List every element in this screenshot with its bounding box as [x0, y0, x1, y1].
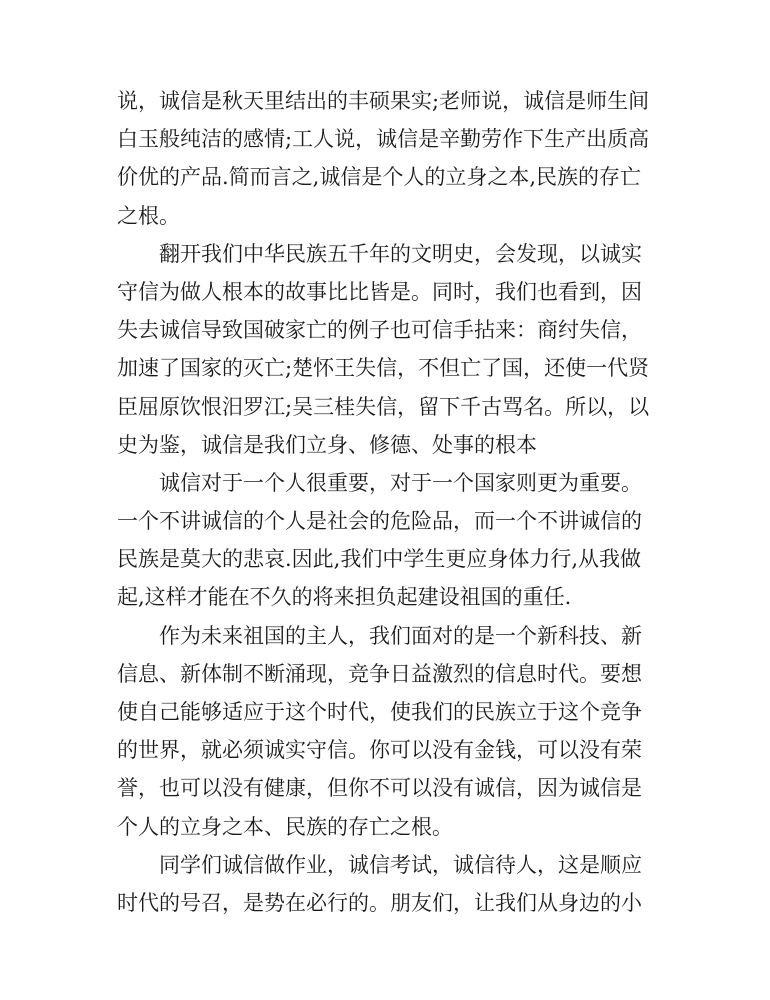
text-line: 起,这样才能在不久的将来担负起建设祖国的重任.: [117, 585, 572, 610]
text-line: 臣屈原饮恨汨罗江;吴三桂失信，留下千古骂名。所以，以: [117, 394, 650, 419]
text-line: 时代的号召，是势在必行的。朋友们，让我们从身边的小: [117, 890, 642, 915]
text-line: 白玉般纯洁的感情;工人说，诚信是辛勤劳作下生产出质高: [117, 127, 650, 152]
text-line: 的世界，就必须诚实守信。你可以没有金钱，可以没有荣: [117, 738, 642, 763]
text-line: 说，诚信是秋天里结出的丰硕果实;老师说，诚信是师生间: [117, 89, 650, 113]
text-line: 守信为做人根本的故事比比皆是。同时，我们也看到，因: [117, 279, 642, 304]
text-line: 作为未来祖国的主人，我们面对的是一个新科技、新: [117, 623, 642, 648]
text-line: 之根。: [117, 203, 180, 228]
text-line: 信息、新体制不断涌现，竞争日益激烈的信息时代。要想: [117, 661, 642, 686]
text-line: 同学们诚信做作业，诚信考试，诚信待人，这是顺应: [117, 852, 642, 877]
text-line: 价优的产品.简而言之,诚信是个人的立身之本,民族的存亡: [117, 165, 642, 190]
text-line: 一个不讲诚信的个人是社会的危险品，而一个不讲诚信的: [117, 509, 642, 534]
text-line: 加速了国家的灭亡;楚怀王失信，不但亡了国，还使一代贤: [117, 356, 650, 381]
text-line: 诚信对于一个人很重要，对于一个国家则更为重要。: [117, 470, 642, 495]
text-line: 个人的立身之本、民族的存亡之根。: [117, 814, 453, 839]
text-line: 失去诚信导致国破家亡的例子也可信手拈来：商纣失信，: [117, 318, 642, 343]
text-line: 使自己能够适应于这个时代，使我们的民族立于这个竞争: [117, 700, 642, 724]
text-line: 翻开我们中华民族五千年的文明史，会发现，以诚实: [117, 241, 642, 266]
text-line: 誉，也可以没有健康，但你不可以没有诚信，因为诚信是: [117, 776, 642, 801]
text-line: 民族是莫大的悲哀.因此,我们中学生更应身体力行,从我做: [117, 547, 642, 572]
body-text: [117, 82, 650, 922]
text-line: 史为鉴，诚信是我们立身、修德、处事的根本: [117, 432, 537, 457]
